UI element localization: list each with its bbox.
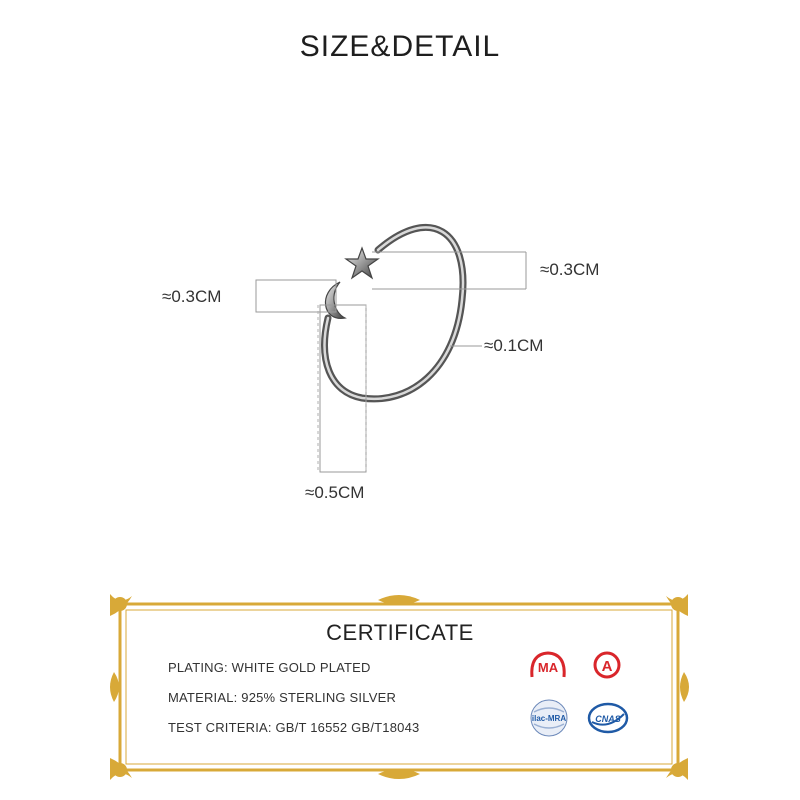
svg-text:A: A xyxy=(601,658,613,675)
certificate-title: CERTIFICATE xyxy=(326,620,474,645)
page-title: SIZE&DETAIL xyxy=(299,30,501,63)
cnas-logo-icon xyxy=(586,700,630,736)
ilac-mra-logo-icon xyxy=(526,698,572,738)
svg-text:MA: MA xyxy=(537,660,559,675)
dimension-label-right-top: ≈0.3CM xyxy=(540,260,600,279)
svg-text:ilac-MRA: ilac-MRA xyxy=(531,714,567,723)
material-line: MATERIAL: 925% STERLING SILVER xyxy=(168,690,397,705)
cma-logo-icon xyxy=(528,650,568,680)
dimension-label-left: ≈0.3CM xyxy=(162,287,222,306)
dimension-label-bottom: ≈0.5CM xyxy=(305,483,365,502)
test-criteria-line: TEST CRITERIA: GB/T 16552 GB/T18043 xyxy=(168,720,420,735)
dimension-label-right-mid: ≈0.1CM xyxy=(484,336,544,355)
svg-text:CNAS: CNAS xyxy=(595,714,621,724)
cal-logo-icon xyxy=(590,650,624,680)
moon-charm xyxy=(325,282,345,318)
ring-band xyxy=(325,227,463,398)
plating-line: PLATING: WHITE GOLD PLATED xyxy=(168,660,371,675)
